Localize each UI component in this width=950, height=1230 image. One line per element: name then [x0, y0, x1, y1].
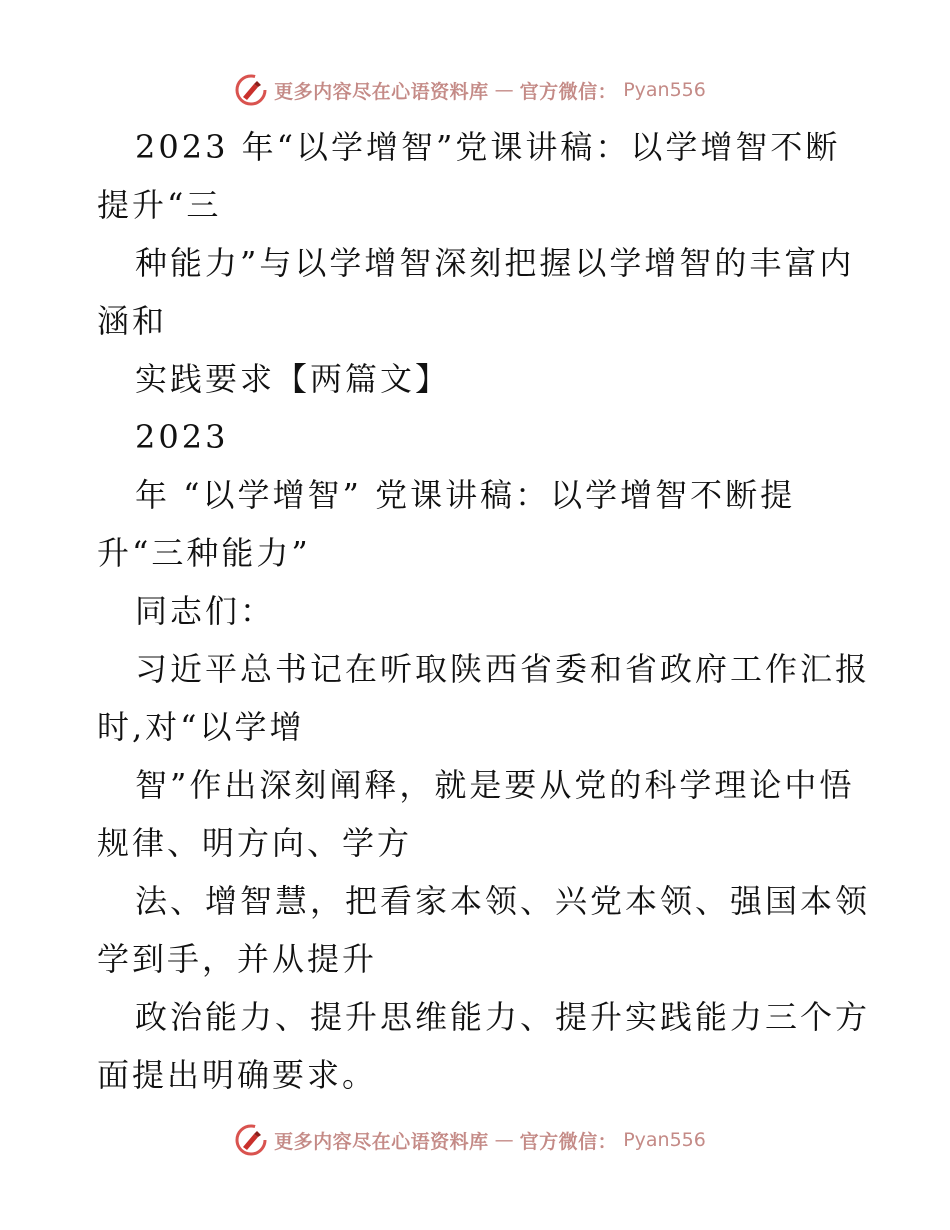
- paragraph-line: 时,对“以学增: [97, 708, 305, 746]
- paragraph-line: 面提出明确要求。: [97, 1056, 378, 1094]
- pen-nib-logo-icon: [234, 73, 268, 107]
- salutation: 同志们：: [135, 592, 276, 630]
- title-line-2: 提升“三: [97, 186, 222, 224]
- paragraph-line: 学到手，并从提升: [97, 940, 378, 978]
- watermark-contact-label: 官方微信：: [519, 1130, 618, 1153]
- watermark-contact-id: Pyan556: [623, 1129, 706, 1151]
- watermark-dash: —: [494, 79, 514, 101]
- watermark-site-text: 更多内容尽在心语资料库: [274, 80, 489, 103]
- watermark-dash: —: [494, 1129, 514, 1151]
- paragraph-line: 智”作出深刻阐释，就是要从党的科学理论中悟: [135, 766, 855, 804]
- footer-watermark: [0, 1120, 950, 1160]
- paragraph-line: 政治能力、提升思维能力、提升实践能力三个方: [135, 998, 871, 1036]
- document-body: [97, 118, 871, 1104]
- footer-watermark-inner: [234, 1123, 706, 1157]
- title-line-1: 2023 年“以学增智”党课讲稿：以学增智不断: [135, 128, 841, 166]
- paragraph-line: 法、增智慧，把看家本领、兴党本领、强国本领: [135, 882, 871, 920]
- pen-nib-logo-icon: [234, 1123, 268, 1157]
- subtitle-line-2: 升“三种能力”: [97, 534, 311, 572]
- watermark-contact-label: 官方微信：: [519, 80, 618, 103]
- header-watermark: [0, 70, 950, 110]
- watermark-contact-id: Pyan556: [623, 79, 706, 101]
- title-line-3: 种能力”与以学增智深刻把握以学增智的丰富内: [135, 244, 855, 282]
- title-line-5: 实践要求【两篇文】: [135, 360, 451, 398]
- title-line-4: 涵和: [97, 302, 168, 340]
- subtitle-year: 2023: [135, 418, 229, 456]
- paragraph-line: 习近平总书记在听取陕西省委和省政府工作汇报: [135, 650, 871, 688]
- paragraph-line: 规律、明方向、学方: [97, 824, 413, 862]
- watermark-site-text: 更多内容尽在心语资料库: [274, 1130, 489, 1153]
- header-watermark-inner: [234, 73, 706, 107]
- subtitle-line-1: 年 “以学增智” 党课讲稿：以学增智不断提: [135, 476, 796, 514]
